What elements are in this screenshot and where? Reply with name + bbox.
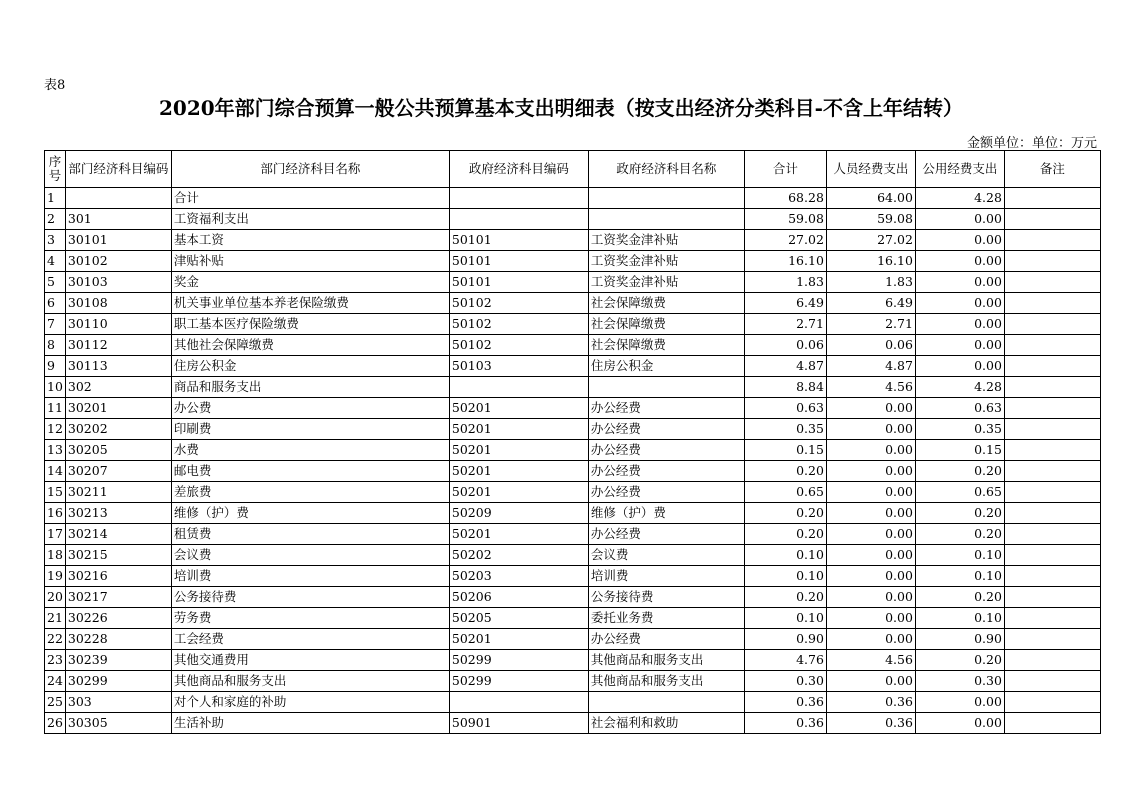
- cell-seq: 26: [45, 713, 66, 734]
- cell-dept-code: 30205: [65, 440, 171, 461]
- cell-gov-name: 其他商品和服务支出: [588, 671, 744, 692]
- cell-total: 27.02: [744, 230, 826, 251]
- cell-remark: [1004, 692, 1100, 713]
- cell-dept-name: 住房公积金: [171, 356, 449, 377]
- cell-dept-name: 生活补助: [171, 713, 449, 734]
- cell-seq: 19: [45, 566, 66, 587]
- cell-personnel: 0.00: [826, 629, 915, 650]
- table-row: [45, 692, 1101, 713]
- cell-public: 0.30: [915, 671, 1004, 692]
- cell-gov-code: 50101: [449, 251, 588, 272]
- cell-personnel: 0.00: [826, 419, 915, 440]
- cell-gov-code: [449, 188, 588, 209]
- cell-dept-name: 会议费: [171, 545, 449, 566]
- document-title: 2020年部门综合预算一般公共预算基本支出明细表（按支出经济分类科目-不含上年结转）: [159, 96, 963, 120]
- table-row: [45, 713, 1101, 734]
- table-row: [45, 650, 1101, 671]
- table-row: [45, 587, 1101, 608]
- cell-dept-code: 30213: [65, 503, 171, 524]
- table-row: [45, 398, 1101, 419]
- cell-dept-name: 维修（护）费: [171, 503, 449, 524]
- cell-total: 68.28: [744, 188, 826, 209]
- budget-detail-table: [44, 150, 1101, 734]
- cell-personnel: 0.00: [826, 587, 915, 608]
- cell-gov-code: [449, 377, 588, 398]
- cell-total: 0.20: [744, 587, 826, 608]
- cell-dept-code: 30305: [65, 713, 171, 734]
- cell-personnel: 16.10: [826, 251, 915, 272]
- cell-gov-code: 50206: [449, 587, 588, 608]
- cell-gov-name: 社会保障缴费: [588, 293, 744, 314]
- cell-gov-code: 50202: [449, 545, 588, 566]
- cell-dept-name: 办公费: [171, 398, 449, 419]
- cell-dept-name: 其他交通费用: [171, 650, 449, 671]
- cell-remark: [1004, 524, 1100, 545]
- cell-remark: [1004, 293, 1100, 314]
- cell-gov-name: [588, 209, 744, 230]
- cell-public: 4.28: [915, 188, 1004, 209]
- table-row: [45, 377, 1101, 398]
- cell-dept-code: 30215: [65, 545, 171, 566]
- cell-public: 0.10: [915, 608, 1004, 629]
- cell-gov-code: 50901: [449, 713, 588, 734]
- cell-dept-code: 30226: [65, 608, 171, 629]
- cell-gov-name: 住房公积金: [588, 356, 744, 377]
- cell-seq: 22: [45, 629, 66, 650]
- cell-remark: [1004, 713, 1100, 734]
- cell-gov-code: 50201: [449, 524, 588, 545]
- cell-public: 0.65: [915, 482, 1004, 503]
- cell-seq: 24: [45, 671, 66, 692]
- cell-dept-name: 租赁费: [171, 524, 449, 545]
- table-header-row: [45, 151, 1101, 188]
- cell-gov-name: 工资奖金津补贴: [588, 230, 744, 251]
- cell-total: 0.63: [744, 398, 826, 419]
- cell-gov-name: 办公经费: [588, 629, 744, 650]
- cell-dept-code: 30216: [65, 566, 171, 587]
- cell-remark: [1004, 251, 1100, 272]
- cell-total: 0.20: [744, 524, 826, 545]
- cell-dept-code: 30108: [65, 293, 171, 314]
- cell-personnel: 27.02: [826, 230, 915, 251]
- table-row: [45, 188, 1101, 209]
- cell-gov-name: 社会保障缴费: [588, 335, 744, 356]
- cell-dept-code: 30211: [65, 482, 171, 503]
- header-personnel: 人员经费支出: [826, 151, 915, 188]
- table-row: [45, 461, 1101, 482]
- cell-dept-code: 30113: [65, 356, 171, 377]
- cell-seq: 14: [45, 461, 66, 482]
- cell-total: 0.15: [744, 440, 826, 461]
- cell-gov-code: [449, 692, 588, 713]
- cell-remark: [1004, 314, 1100, 335]
- cell-dept-code: 30102: [65, 251, 171, 272]
- cell-dept-name: 对个人和家庭的补助: [171, 692, 449, 713]
- cell-gov-code: 50209: [449, 503, 588, 524]
- cell-dept-name: 商品和服务支出: [171, 377, 449, 398]
- cell-personnel: 0.00: [826, 440, 915, 461]
- cell-remark: [1004, 587, 1100, 608]
- cell-gov-name: [588, 377, 744, 398]
- cell-gov-code: 50299: [449, 671, 588, 692]
- cell-total: 0.36: [744, 713, 826, 734]
- cell-gov-code: 50102: [449, 335, 588, 356]
- cell-seq: 25: [45, 692, 66, 713]
- header-gov-code: 政府经济科目编码: [449, 151, 588, 188]
- cell-public: 0.00: [915, 692, 1004, 713]
- cell-gov-code: 50205: [449, 608, 588, 629]
- cell-total: 59.08: [744, 209, 826, 230]
- cell-dept-name: 工会经费: [171, 629, 449, 650]
- cell-total: 4.87: [744, 356, 826, 377]
- table-number-label: 表8: [44, 78, 66, 93]
- table-row: [45, 293, 1101, 314]
- cell-gov-name: 社会福利和救助: [588, 713, 744, 734]
- cell-public: 0.20: [915, 461, 1004, 482]
- cell-personnel: 6.49: [826, 293, 915, 314]
- cell-remark: [1004, 377, 1100, 398]
- cell-dept-name: 差旅费: [171, 482, 449, 503]
- cell-personnel: 64.00: [826, 188, 915, 209]
- cell-gov-code: 50102: [449, 314, 588, 335]
- cell-dept-name: 劳务费: [171, 608, 449, 629]
- cell-dept-name: 基本工资: [171, 230, 449, 251]
- cell-public: 0.00: [915, 272, 1004, 293]
- cell-remark: [1004, 608, 1100, 629]
- cell-gov-code: 50201: [449, 461, 588, 482]
- cell-seq: 16: [45, 503, 66, 524]
- cell-gov-name: [588, 692, 744, 713]
- cell-seq: 21: [45, 608, 66, 629]
- cell-dept-name: 奖金: [171, 272, 449, 293]
- cell-gov-name: 办公经费: [588, 440, 744, 461]
- cell-personnel: 0.00: [826, 566, 915, 587]
- cell-gov-code: 50101: [449, 230, 588, 251]
- table-row: [45, 335, 1101, 356]
- cell-total: 0.10: [744, 545, 826, 566]
- cell-gov-name: 社会保障缴费: [588, 314, 744, 335]
- cell-personnel: 0.00: [826, 398, 915, 419]
- cell-public: 0.35: [915, 419, 1004, 440]
- cell-gov-code: 50201: [449, 419, 588, 440]
- cell-remark: [1004, 209, 1100, 230]
- cell-dept-code: 30103: [65, 272, 171, 293]
- cell-dept-code: 30207: [65, 461, 171, 482]
- cell-public: 0.00: [915, 230, 1004, 251]
- cell-seq: 10: [45, 377, 66, 398]
- cell-total: 0.90: [744, 629, 826, 650]
- cell-total: 0.36: [744, 692, 826, 713]
- table-row: [45, 608, 1101, 629]
- cell-dept-code: 30214: [65, 524, 171, 545]
- cell-personnel: 0.00: [826, 545, 915, 566]
- cell-total: 0.10: [744, 608, 826, 629]
- cell-gov-name: [588, 188, 744, 209]
- cell-seq: 18: [45, 545, 66, 566]
- cell-personnel: 0.00: [826, 524, 915, 545]
- cell-personnel: 0.36: [826, 692, 915, 713]
- cell-seq: 3: [45, 230, 66, 251]
- table-row: [45, 503, 1101, 524]
- cell-dept-name: 工资福利支出: [171, 209, 449, 230]
- cell-personnel: 4.87: [826, 356, 915, 377]
- cell-seq: 20: [45, 587, 66, 608]
- cell-total: 0.35: [744, 419, 826, 440]
- table-row: [45, 671, 1101, 692]
- cell-public: 0.20: [915, 587, 1004, 608]
- cell-personnel: 0.00: [826, 482, 915, 503]
- cell-dept-code: [65, 188, 171, 209]
- cell-public: 0.00: [915, 251, 1004, 272]
- cell-remark: [1004, 461, 1100, 482]
- cell-gov-name: 培训费: [588, 566, 744, 587]
- cell-total: 2.71: [744, 314, 826, 335]
- cell-remark: [1004, 503, 1100, 524]
- cell-public: 0.00: [915, 293, 1004, 314]
- cell-dept-name: 其他社会保障缴费: [171, 335, 449, 356]
- table-row: [45, 230, 1101, 251]
- cell-total: 8.84: [744, 377, 826, 398]
- cell-personnel: 0.06: [826, 335, 915, 356]
- cell-total: 6.49: [744, 293, 826, 314]
- cell-dept-code: 30299: [65, 671, 171, 692]
- table-body: [45, 188, 1101, 734]
- cell-remark: [1004, 230, 1100, 251]
- cell-personnel: 1.83: [826, 272, 915, 293]
- cell-gov-name: 委托业务费: [588, 608, 744, 629]
- cell-dept-name: 机关事业单位基本养老保险缴费: [171, 293, 449, 314]
- cell-gov-code: 50299: [449, 650, 588, 671]
- cell-personnel: 0.00: [826, 461, 915, 482]
- header-remark: 备注: [1004, 151, 1100, 188]
- cell-seq: 15: [45, 482, 66, 503]
- cell-remark: [1004, 272, 1100, 293]
- cell-dept-code: 30228: [65, 629, 171, 650]
- cell-gov-code: 50201: [449, 629, 588, 650]
- cell-dept-name: 合计: [171, 188, 449, 209]
- table-row: [45, 566, 1101, 587]
- cell-public: 0.00: [915, 209, 1004, 230]
- cell-personnel: 59.08: [826, 209, 915, 230]
- cell-dept-name: 培训费: [171, 566, 449, 587]
- cell-gov-code: 50203: [449, 566, 588, 587]
- table-row: [45, 419, 1101, 440]
- table-row: [45, 524, 1101, 545]
- cell-dept-code: 30239: [65, 650, 171, 671]
- table-row: [45, 251, 1101, 272]
- cell-gov-name: 办公经费: [588, 461, 744, 482]
- cell-total: 0.65: [744, 482, 826, 503]
- cell-total: 16.10: [744, 251, 826, 272]
- cell-gov-code: 50201: [449, 440, 588, 461]
- cell-personnel: 0.00: [826, 671, 915, 692]
- cell-total: 0.20: [744, 503, 826, 524]
- cell-public: 0.20: [915, 503, 1004, 524]
- cell-personnel: 0.00: [826, 608, 915, 629]
- cell-remark: [1004, 398, 1100, 419]
- cell-remark: [1004, 356, 1100, 377]
- cell-total: 0.10: [744, 566, 826, 587]
- cell-gov-name: 工资奖金津补贴: [588, 251, 744, 272]
- cell-dept-name: 职工基本医疗保险缴费: [171, 314, 449, 335]
- header-dept-code: 部门经济科目编码: [65, 151, 171, 188]
- cell-dept-code: 30101: [65, 230, 171, 251]
- table-row: [45, 482, 1101, 503]
- cell-personnel: 0.00: [826, 503, 915, 524]
- cell-seq: 2: [45, 209, 66, 230]
- cell-gov-name: 维修（护）费: [588, 503, 744, 524]
- table-row: [45, 314, 1101, 335]
- cell-dept-name: 公务接待费: [171, 587, 449, 608]
- cell-seq: 13: [45, 440, 66, 461]
- cell-total: 1.83: [744, 272, 826, 293]
- header-total: 合计: [744, 151, 826, 188]
- table-row: [45, 545, 1101, 566]
- header-gov-name: 政府经济科目名称: [588, 151, 744, 188]
- cell-gov-name: 公务接待费: [588, 587, 744, 608]
- cell-public: 0.00: [915, 356, 1004, 377]
- cell-seq: 7: [45, 314, 66, 335]
- table-row: [45, 272, 1101, 293]
- cell-dept-name: 印刷费: [171, 419, 449, 440]
- table-row: [45, 209, 1101, 230]
- cell-dept-name: 水费: [171, 440, 449, 461]
- cell-seq: 17: [45, 524, 66, 545]
- cell-dept-name: 邮电费: [171, 461, 449, 482]
- cell-seq: 4: [45, 251, 66, 272]
- table-row: [45, 440, 1101, 461]
- cell-dept-code: 30201: [65, 398, 171, 419]
- cell-public: 0.20: [915, 524, 1004, 545]
- table-row: [45, 629, 1101, 650]
- cell-seq: 23: [45, 650, 66, 671]
- cell-gov-code: 50201: [449, 398, 588, 419]
- cell-dept-code: 30112: [65, 335, 171, 356]
- cell-dept-code: 30110: [65, 314, 171, 335]
- cell-seq: 5: [45, 272, 66, 293]
- cell-dept-code: 301: [65, 209, 171, 230]
- cell-gov-code: 50201: [449, 482, 588, 503]
- cell-remark: [1004, 629, 1100, 650]
- cell-remark: [1004, 671, 1100, 692]
- cell-gov-code: 50103: [449, 356, 588, 377]
- cell-seq: 1: [45, 188, 66, 209]
- cell-remark: [1004, 440, 1100, 461]
- cell-dept-code: 30217: [65, 587, 171, 608]
- cell-seq: 12: [45, 419, 66, 440]
- cell-seq: 11: [45, 398, 66, 419]
- cell-gov-name: 办公经费: [588, 482, 744, 503]
- cell-public: 4.28: [915, 377, 1004, 398]
- cell-public: 0.00: [915, 713, 1004, 734]
- cell-seq: 6: [45, 293, 66, 314]
- cell-total: 0.06: [744, 335, 826, 356]
- cell-gov-name: 办公经费: [588, 398, 744, 419]
- cell-remark: [1004, 650, 1100, 671]
- cell-public: 0.10: [915, 545, 1004, 566]
- cell-total: 0.20: [744, 461, 826, 482]
- cell-total: 0.30: [744, 671, 826, 692]
- table-row: [45, 356, 1101, 377]
- cell-gov-name: 办公经费: [588, 524, 744, 545]
- cell-dept-name: 其他商品和服务支出: [171, 671, 449, 692]
- cell-public: 0.15: [915, 440, 1004, 461]
- header-public: 公用经费支出: [915, 151, 1004, 188]
- cell-dept-code: 303: [65, 692, 171, 713]
- header-dept-name: 部门经济科目名称: [171, 151, 449, 188]
- cell-public: 0.90: [915, 629, 1004, 650]
- cell-public: 0.00: [915, 335, 1004, 356]
- cell-gov-name: 办公经费: [588, 419, 744, 440]
- cell-gov-name: 会议费: [588, 545, 744, 566]
- cell-remark: [1004, 419, 1100, 440]
- header-seq: 序号: [45, 151, 66, 188]
- cell-remark: [1004, 482, 1100, 503]
- cell-dept-code: 302: [65, 377, 171, 398]
- cell-gov-code: [449, 209, 588, 230]
- cell-seq: 8: [45, 335, 66, 356]
- cell-personnel: 4.56: [826, 377, 915, 398]
- cell-total: 4.76: [744, 650, 826, 671]
- cell-remark: [1004, 545, 1100, 566]
- cell-dept-code: 30202: [65, 419, 171, 440]
- cell-seq: 9: [45, 356, 66, 377]
- cell-public: 0.00: [915, 314, 1004, 335]
- cell-public: 0.10: [915, 566, 1004, 587]
- cell-personnel: 2.71: [826, 314, 915, 335]
- cell-public: 0.63: [915, 398, 1004, 419]
- cell-dept-name: 津贴补贴: [171, 251, 449, 272]
- cell-gov-code: 50102: [449, 293, 588, 314]
- cell-gov-code: 50101: [449, 272, 588, 293]
- cell-personnel: 4.56: [826, 650, 915, 671]
- cell-remark: [1004, 188, 1100, 209]
- cell-remark: [1004, 335, 1100, 356]
- amount-unit-label: 金额单位：单位：万元: [966, 136, 1097, 151]
- cell-public: 0.20: [915, 650, 1004, 671]
- cell-remark: [1004, 566, 1100, 587]
- cell-personnel: 0.36: [826, 713, 915, 734]
- cell-gov-name: 工资奖金津补贴: [588, 272, 744, 293]
- cell-gov-name: 其他商品和服务支出: [588, 650, 744, 671]
